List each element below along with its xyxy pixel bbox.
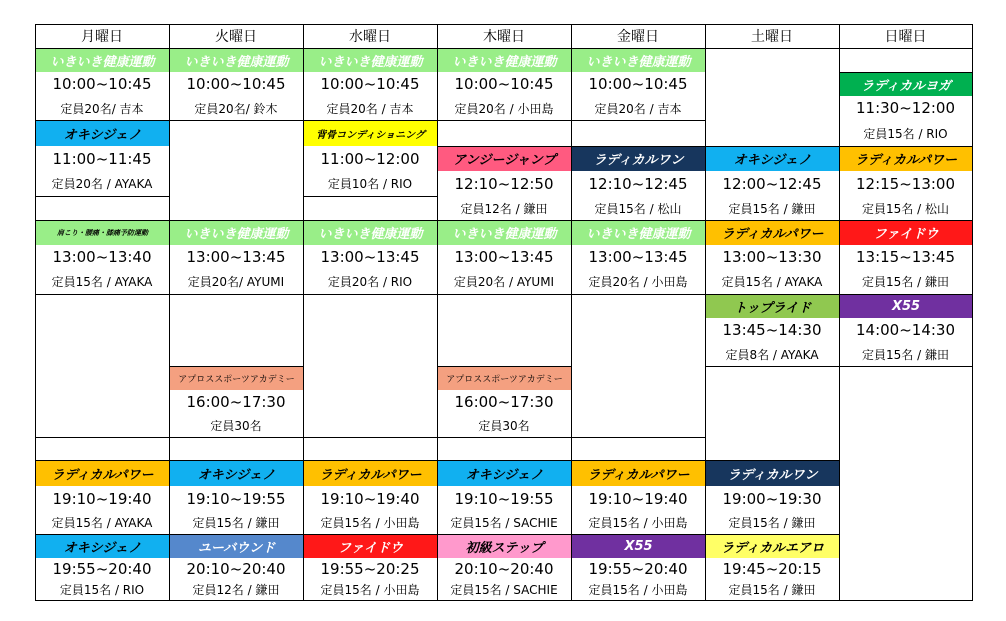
grid-line xyxy=(571,294,706,295)
class-time: 19:10~19:40 xyxy=(588,489,688,508)
grid-line xyxy=(303,196,438,197)
class-capacity-instructor: 定員15名 / 小田島 xyxy=(588,516,688,530)
class-name-banner: 初級ステップ xyxy=(438,534,571,558)
class-time: 11:30~12:00 xyxy=(855,99,956,117)
grid-line xyxy=(705,366,840,367)
class-time: 10:00~10:45 xyxy=(186,75,286,93)
class-time: 19:45~20:15 xyxy=(722,559,822,578)
class-capacity-instructor: 定員20名/ AYUMI xyxy=(187,275,285,289)
class-name-banner: ファイドウ xyxy=(304,534,437,558)
grid-line xyxy=(437,600,572,601)
class-time: 16:00~17:30 xyxy=(186,393,286,411)
class-capacity-instructor: 定員15名 / 鎌田 xyxy=(862,347,949,362)
grid-line xyxy=(571,146,706,147)
class-capacity-instructor: 定員15名 / 鎌田 xyxy=(192,516,280,530)
class-time: 13:45~14:30 xyxy=(722,321,822,339)
day-header: 日曜日 xyxy=(884,29,927,45)
class-capacity-instructor: 定員20名 / RIO xyxy=(327,275,413,289)
grid-line xyxy=(437,534,572,535)
class-time: 16:00~17:30 xyxy=(454,393,554,411)
grid-line xyxy=(571,600,706,601)
grid-line xyxy=(705,48,840,49)
class-name-banner: ファイドウ xyxy=(840,220,972,245)
class-name-banner: ラディカルパワー xyxy=(572,460,705,486)
grid-line xyxy=(839,24,840,601)
grid-line xyxy=(35,220,170,221)
class-time: 12:10~12:45 xyxy=(588,174,688,193)
class-name-banner: ラディカルエアロ xyxy=(706,534,839,558)
class-time: 10:00~10:45 xyxy=(52,75,152,93)
class-name-banner: いきいき健康運動 xyxy=(170,48,303,72)
class-time: 14:00~14:30 xyxy=(855,321,956,339)
grid-line xyxy=(437,24,438,601)
class-capacity-instructor: 定員15名 / AYAKA xyxy=(51,275,153,289)
class-time: 19:10~19:40 xyxy=(52,489,152,508)
grid-line xyxy=(169,460,304,461)
grid-line xyxy=(169,600,304,601)
grid-line xyxy=(571,24,572,601)
class-name-banner: いきいき健康運動 xyxy=(36,48,169,72)
class-capacity-instructor: 定員15名 / 松山 xyxy=(862,201,949,216)
class-capacity-instructor: 定員20名 / 小田島 xyxy=(454,101,554,116)
grid-line xyxy=(437,366,572,367)
class-time: 19:10~19:55 xyxy=(454,489,554,508)
class-name-banner: いきいき健康運動 xyxy=(170,220,303,245)
class-capacity-instructor: 定員12名 / 鎌田 xyxy=(460,201,548,216)
grid-line xyxy=(705,534,840,535)
grid-line xyxy=(35,24,973,25)
grid-line xyxy=(303,534,438,535)
class-capacity-instructor: 定員15名 / 鎌田 xyxy=(728,516,816,530)
class-time: 19:55~20:40 xyxy=(588,559,688,578)
class-time: 11:00~11:45 xyxy=(52,149,152,168)
class-name-banner: アンジージャンプ xyxy=(438,146,571,171)
day-header: 火曜日 xyxy=(215,29,257,45)
class-time: 19:10~19:55 xyxy=(186,489,286,508)
class-capacity-instructor: 定員15名 / SACHIE xyxy=(450,583,558,597)
grid-line xyxy=(839,146,973,147)
class-name-banner: 肩こり・腰痛・膝痛予防運動 xyxy=(36,220,169,245)
class-name-banner: ラディカルワン xyxy=(706,460,839,486)
class-time: 12:10~12:50 xyxy=(454,174,554,193)
class-name-banner: X55 xyxy=(572,534,705,558)
grid-line xyxy=(169,24,170,601)
grid-line xyxy=(437,460,572,461)
grid-line xyxy=(35,24,36,601)
class-name-banner: X55 xyxy=(840,294,972,318)
class-capacity-instructor: 定員15名 / AYAKA xyxy=(721,275,823,289)
grid-line xyxy=(571,534,706,535)
class-capacity-instructor: 定員20名/ 鈴木 xyxy=(194,101,278,116)
grid-line xyxy=(303,48,438,49)
class-time: 13:00~13:40 xyxy=(52,248,152,266)
class-time: 13:15~13:45 xyxy=(855,248,956,266)
grid-line xyxy=(35,48,170,49)
class-capacity-instructor: 定員15名 / 小田島 xyxy=(320,583,420,597)
class-name-banner: トップライド xyxy=(706,294,839,318)
grid-line xyxy=(571,48,706,49)
class-name-banner: ラディカルワン xyxy=(572,146,705,171)
class-time: 11:00~12:00 xyxy=(320,149,420,168)
day-header: 木曜日 xyxy=(483,29,525,45)
class-time: 13:00~13:30 xyxy=(722,248,822,266)
class-name-banner: ラディカルパワー xyxy=(840,146,972,171)
class-time: 13:00~13:45 xyxy=(186,248,286,266)
class-time: 13:00~13:45 xyxy=(320,248,420,266)
class-name-banner: いきいき健康運動 xyxy=(438,48,571,72)
class-capacity-instructor: 定員30名 xyxy=(478,419,530,433)
grid-line xyxy=(839,220,973,221)
class-capacity-instructor: 定員20名/ 吉本 xyxy=(60,101,144,116)
grid-line xyxy=(705,600,840,601)
grid-line xyxy=(303,120,438,121)
grid-line xyxy=(571,220,706,221)
grid-line xyxy=(169,294,304,295)
grid-line xyxy=(705,24,706,601)
class-capacity-instructor: 定員20名 / 吉本 xyxy=(594,101,682,116)
class-name-banner: ラディカルパワー xyxy=(304,460,437,486)
grid-line xyxy=(35,600,170,601)
grid-line xyxy=(303,220,438,221)
day-header: 土曜日 xyxy=(751,29,793,45)
class-capacity-instructor: 定員15名 / 松山 xyxy=(594,201,682,216)
grid-line xyxy=(303,600,438,601)
class-capacity-instructor: 定員15名 / SACHIE xyxy=(450,516,558,530)
class-time: 20:10~20:40 xyxy=(186,559,286,578)
class-capacity-instructor: 定員8名 / AYAKA xyxy=(725,347,819,362)
grid-line xyxy=(437,48,572,49)
grid-line xyxy=(437,220,572,221)
class-capacity-instructor: 定員15名 / 小田島 xyxy=(588,583,688,597)
grid-line xyxy=(571,437,706,438)
class-time: 20:10~20:40 xyxy=(454,559,554,578)
class-time: 12:00~12:45 xyxy=(722,174,822,193)
class-name-banner: いきいき健康運動 xyxy=(572,48,705,72)
class-capacity-instructor: 定員10名 / RIO xyxy=(327,177,413,191)
class-time: 13:00~13:45 xyxy=(454,248,554,266)
class-capacity-instructor: 定員15名 / 鎌田 xyxy=(728,583,816,597)
class-capacity-instructor: 定員20名 / AYUMI xyxy=(453,275,555,289)
grid-line xyxy=(705,220,840,221)
grid-line xyxy=(35,120,170,121)
grid-line xyxy=(571,120,706,121)
class-name-banner: オキシジェノ xyxy=(36,120,169,146)
grid-line xyxy=(169,120,304,121)
grid-line xyxy=(972,24,973,601)
grid-line xyxy=(705,294,840,295)
class-time: 13:00~13:45 xyxy=(588,248,688,266)
class-capacity-instructor: 定員15名 / 鎌田 xyxy=(728,201,816,216)
class-name-banner: ラディカルヨガ xyxy=(840,72,972,96)
class-name-banner: ラディカルパワー xyxy=(706,220,839,245)
class-name-banner: オキシジェノ xyxy=(438,460,571,486)
day-header: 水曜日 xyxy=(349,29,391,45)
grid-line xyxy=(303,24,304,601)
class-name-banner: アプロススポーツアカデミー xyxy=(170,366,303,390)
grid-line xyxy=(839,72,973,73)
grid-line xyxy=(169,220,304,221)
day-header: 金曜日 xyxy=(617,29,659,45)
grid-line xyxy=(169,534,304,535)
class-name-banner: いきいき健康運動 xyxy=(304,48,437,72)
class-capacity-instructor: 定員30名 xyxy=(210,419,262,433)
grid-line xyxy=(303,460,438,461)
class-time: 19:00~19:30 xyxy=(722,489,822,508)
class-capacity-instructor: 定員15名 / AYAKA xyxy=(51,516,153,530)
class-time: 19:55~20:40 xyxy=(52,559,152,578)
grid-line xyxy=(839,366,973,367)
class-name-banner: ラディカルパワー xyxy=(36,460,169,486)
grid-line xyxy=(437,294,572,295)
grid-line xyxy=(571,460,706,461)
class-capacity-instructor: 定員15名 / RIO xyxy=(59,583,145,597)
grid-line xyxy=(169,366,304,367)
grid-line xyxy=(169,437,304,438)
grid-line xyxy=(303,437,438,438)
grid-line xyxy=(437,437,572,438)
class-name-banner: いきいき健康運動 xyxy=(304,220,437,245)
grid-line xyxy=(437,146,572,147)
class-capacity-instructor: 定員20名 / AYAKA xyxy=(51,177,153,191)
class-capacity-instructor: 定員12名 / 鎌田 xyxy=(192,583,280,597)
class-time: 10:00~10:45 xyxy=(588,75,688,93)
class-time: 12:15~13:00 xyxy=(855,174,956,193)
class-name-banner: オキシジェノ xyxy=(170,460,303,486)
class-time: 10:00~10:45 xyxy=(320,75,420,93)
grid-line xyxy=(705,460,840,461)
class-name-banner: ユーバウンド xyxy=(170,534,303,558)
grid-line xyxy=(839,294,973,295)
class-capacity-instructor: 定員15名 / 小田島 xyxy=(320,516,420,530)
grid-line xyxy=(437,120,572,121)
class-name-banner: いきいき健康運動 xyxy=(572,220,705,245)
class-name-banner: 背骨コンディショニング xyxy=(304,120,437,146)
class-name-banner: いきいき健康運動 xyxy=(438,220,571,245)
class-time: 19:10~19:40 xyxy=(320,489,420,508)
day-header: 月曜日 xyxy=(81,29,123,45)
grid-line xyxy=(35,460,170,461)
class-capacity-instructor: 定員15名 / RIO xyxy=(863,126,948,141)
class-capacity-instructor: 定員15名 / 鎌田 xyxy=(862,275,949,289)
class-time: 19:55~20:25 xyxy=(320,559,420,578)
grid-line xyxy=(35,294,170,295)
grid-line xyxy=(705,146,840,147)
class-name-banner: オキシジェノ xyxy=(36,534,169,558)
class-name-banner: アプロススポーツアカデミー xyxy=(438,366,571,390)
class-name-banner: オキシジェノ xyxy=(706,146,839,171)
grid-line xyxy=(303,294,438,295)
grid-line xyxy=(839,48,973,49)
class-capacity-instructor: 定員20名 / 小田島 xyxy=(588,275,688,289)
grid-line xyxy=(35,534,170,535)
class-time: 10:00~10:45 xyxy=(454,75,554,93)
grid-line xyxy=(169,48,304,49)
grid-line xyxy=(35,196,170,197)
class-capacity-instructor: 定員20名 / 吉本 xyxy=(326,101,414,116)
grid-line xyxy=(35,437,170,438)
